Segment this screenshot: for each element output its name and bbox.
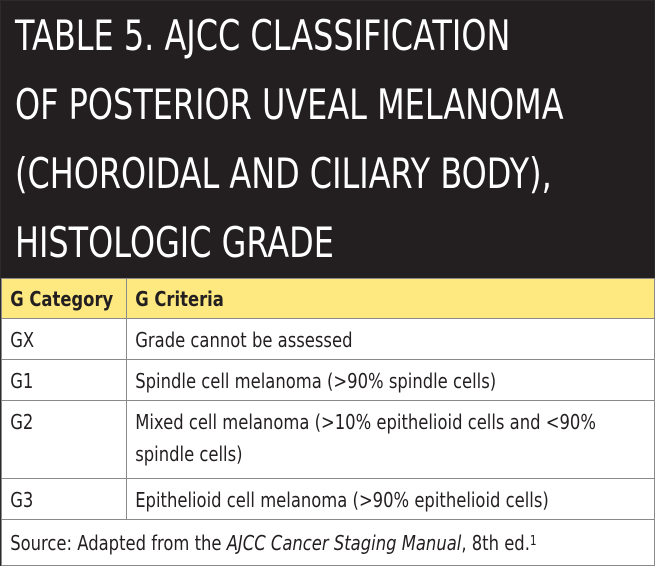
cell-criteria [127, 479, 655, 520]
table-row [2, 360, 655, 401]
cell-category [2, 360, 127, 401]
cell-criteria [127, 319, 655, 360]
table-title-line-2: OF POSTERIOR UVEAL MELANOMA [15, 80, 564, 129]
cell-category [2, 479, 127, 520]
criteria-value [127, 401, 596, 470]
source-prefix: Source: Adapted from the [10, 531, 227, 555]
criteria-line-1: Mixed cell melanoma (>10% epithelioid cells and <90% [135, 410, 596, 434]
table-source-row [2, 520, 655, 566]
header-g-criteria-label: G Criteria [135, 287, 224, 311]
cell-criteria [127, 401, 655, 479]
table-title-block [1, 1, 654, 278]
source-note [2, 520, 655, 566]
cell-criteria [127, 360, 655, 401]
cell-category [2, 401, 127, 479]
source-manual-title: AJCC Cancer Staging Manual [226, 531, 462, 555]
criteria-line-2: spindle cells) [135, 442, 243, 466]
header-g-criteria [127, 279, 655, 319]
source-footnote-ref: 1 [529, 534, 537, 549]
criteria-value: Epithelioid cell melanoma (>90% epithelioid cells) [135, 488, 549, 512]
histologic-grade-table [1, 278, 655, 566]
table-title-line-3: (CHOROIDAL AND CILIARY BODY), [15, 149, 552, 198]
category-value: G2 [10, 410, 34, 434]
table-row [2, 319, 655, 360]
cell-category [2, 319, 127, 360]
table-title-line-4: HISTOLOGIC GRADE [15, 218, 334, 267]
header-g-category [2, 279, 127, 319]
source-suffix: , 8th ed. [461, 531, 530, 555]
criteria-value: Spindle cell melanoma (>90% spindle cells) [135, 369, 497, 393]
category-value: G1 [10, 369, 34, 393]
category-value: GX [10, 328, 35, 352]
table-row [2, 479, 655, 520]
header-g-category-label: G Category [10, 287, 114, 311]
category-value: G3 [10, 488, 34, 512]
criteria-value: Grade cannot be assessed [135, 328, 353, 352]
source-text [2, 520, 537, 559]
table-row [2, 401, 655, 479]
table-header-row [2, 279, 655, 319]
table-title-line-1: TABLE 5. AJCC CLASSIFICATION [15, 11, 511, 60]
